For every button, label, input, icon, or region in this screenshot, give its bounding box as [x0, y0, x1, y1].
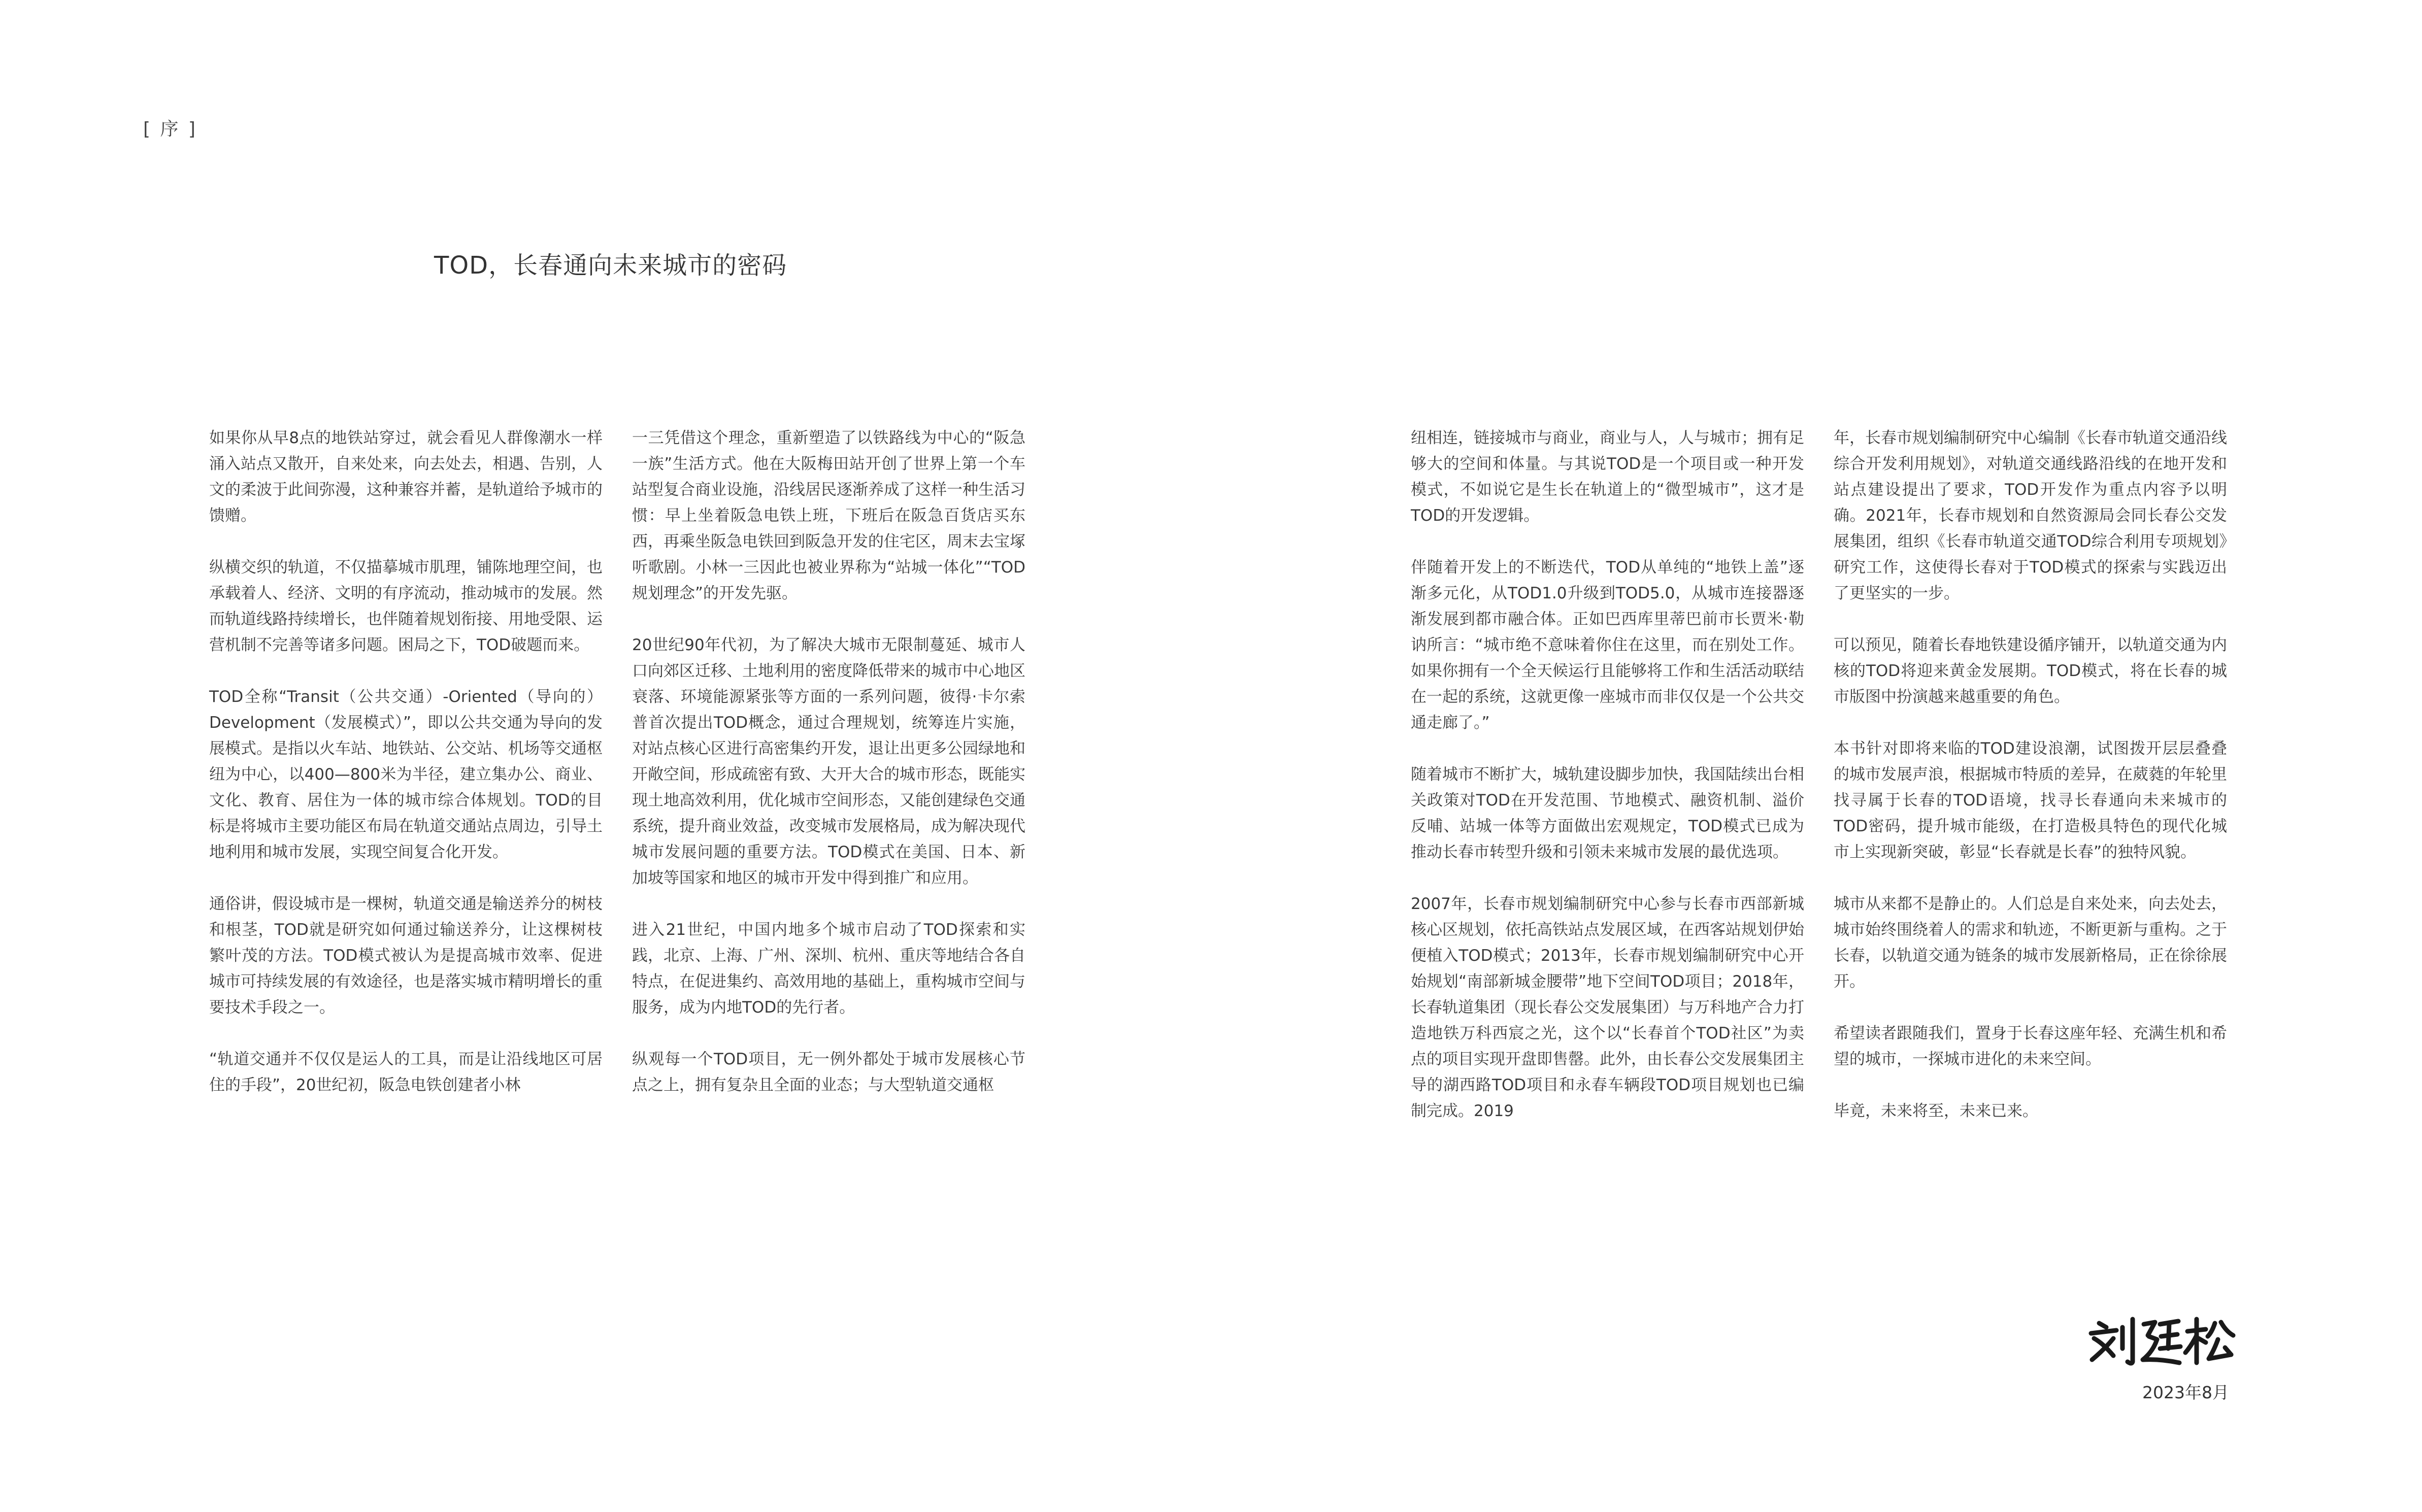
paragraph: 希望读者跟随我们，置身于长春这座年轻、充满生机和希望的城市，一探城市进化的未来空间。	[1834, 1024, 2227, 1068]
paragraph: “轨道交通并不仅仅是运人的工具，而是让沿线地区可居住的手段”，20世纪初，阪急电铁创建者小林	[209, 1050, 603, 1094]
text-column-1	[209, 425, 603, 1124]
paragraph: 一三凭借这个理念，重新塑造了以铁路线为中心的“阪急一族”生活方式。他在大阪梅田站开创了世界上第一个车站型复合商业设施，沿线居民逐渐养成了这样一种生活习惯：早上坐着阪急电铁上班，下班后在阪急百货店买东西，再乘坐阪急电铁回到阪急开发的住宅区，周末去宝塚听歌剧。小林一三因此也被业界称为“站城一体化”“TOD规划理念”的开发先驱。	[632, 429, 1025, 602]
page-title: TOD，长春通向未来城市的密码	[434, 251, 787, 280]
paragraph: 城市从来都不是静止的。人们总是自来处来，向去处去，城市始终围绕着人的需求和轨迹，不断更新与重构。之于长春，以轨道交通为链条的城市发展新格局，正在徐徐展开。	[1834, 895, 2227, 991]
section-tag: [ 序 ]	[143, 119, 197, 140]
paragraph: 本书针对即将来临的TOD建设浪潮，试图拨开层层叠叠的城市发展声浪，根据城市特质的差异，在葳蕤的年轮里找寻属于长春的TOD语境，找寻长春通向未来城市的TOD密码，提升城市能级，在打造极具特色的现代化城市上实现新突破，彰显“长春就是长春”的独特风貌。	[1834, 740, 2227, 861]
paragraph: 伴随着开发上的不断迭代，TOD从单纯的“地铁上盖”逐渐多元化，从TOD1.0升级到TOD5.0，从城市连接器逐渐发展到都市融合体。正如巴西库里蒂巴前市长贾米·勒讷所言：“城市绝不意味着你住在这里，而在别处工作。如果你拥有一个全天候运行且能够将工作和生活活动联结在一起的系统，这就更像一座城市而非仅仅是一个公共交通走廊了。”	[1411, 558, 1804, 732]
paragraph: 进入21世纪，中国内地多个城市启动了TOD探索和实践，北京、上海、广州、深圳、杭州、重庆等地结合各自特点，在促进集约、高效用地的基础上，重构城市空间与服务，成为内地TOD的先行者。	[632, 921, 1025, 1017]
paragraph: 纵横交织的轨道，不仅描摹城市肌理，铺陈地理空间，也承载着人、经济、文明的有序流动，推动城市的发展。然而轨道线路持续增长，也伴随着规划衔接、用地受限、运营机制不完善等诸多问题。困局之下，TOD破题而来。	[209, 558, 603, 654]
paragraph: 可以预见，随着长春地铁建设循序铺开，以轨道交通为内核的TOD将迎来黄金发展期。TOD模式，将在长春的城市版图中扮演越来越重要的角色。	[1834, 636, 2227, 706]
paragraph: 通俗讲，假设城市是一棵树，轨道交通是输送养分的树枝和根茎，TOD就是研究如何通过输送养分，让这棵树枝繁叶茂的方法。TOD模式被认为是提高城市效率、促进城市可持续发展的有效途径，也是落实城市精明增长的重要技术手段之一。	[209, 895, 603, 1017]
paragraph: 如果你从早8点的地铁站穿过，就会看见人群像潮水一样涌入站点又散开，自来处来，向去处去，相遇、告别，人文的柔波于此间弥漫，这种兼容并蓄，是轨道给予城市的馈赠。	[209, 429, 603, 525]
paragraph: 纵观每一个TOD项目，无一例外都处于城市发展核心节点之上，拥有复杂且全面的业态；与大型轨道交通枢	[632, 1050, 1025, 1094]
paragraph: 2007年，长春市规划编制研究中心参与长春市西部新城核心区规划，依托高铁站点发展区域，在西客站规划伊始便植入TOD模式；2013年，长春市规划编制研究中心开始规划“南部新城金腰带”地下空间TOD项目；2018年，长春轨道集团（现长春公交发展集团）与万科地产合力打造地铁万科西宸之光，这个以“长春首个TOD社区”为卖点的项目实现开盘即售罄。此外，由长春公交发展集团主导的湖西路TOD项目和永春车辆段TOD项目规划也已编制完成。2019	[1411, 895, 1804, 1120]
text-column-4	[1834, 425, 2227, 1150]
paragraph: 随着城市不断扩大，城轨建设脚步加快，我国陆续出台相关政策对TOD在开发范围、节地模式、融资机制、溢价反哺、站城一体等方面做出宏观规定，TOD模式已成为推动长春市转型升级和引领未来城市发展的最优选项。	[1411, 765, 1804, 861]
text-column-2	[632, 425, 1025, 1124]
paragraph: 20世纪90年代初，为了解决大城市无限制蔓延、城市人口向郊区迁移、土地利用的密度降低带来的城市中心地区衰落、环境能源紧张等方面的一系列问题，彼得·卡尔索普首次提出TOD概念，通过合理规划，统筹连片实施，对站点核心区进行高密集约开发，退让出更多公园绿地和开敞空间，形成疏密有致、大开大合的城市形态，既能实现土地高效利用，优化城市空间形态，又能创建绿色交通系统，提升商业效益，改变城市发展格局，成为解决现代城市发展问题的重要方法。TOD模式在美国、日本、新加坡等国家和地区的城市开发中得到推广和应用。	[632, 636, 1025, 887]
paragraph: 毕竟，未来将至，未来已来。	[1834, 1102, 2038, 1120]
paragraph: 纽相连，链接城市与商业，商业与人，人与城市；拥有足够大的空间和体量。与其说TOD是一个项目或一种开发模式，不如说它是生长在轨道上的“微型城市”，这才是TOD的开发逻辑。	[1411, 429, 1804, 525]
paragraph: 年，长春市规划编制研究中心编制《长春市轨道交通沿线综合开发利用规划》，对轨道交通线路沿线的在地开发和站点建设提出了要求，TOD开发作为重点内容予以明确。2021年，长春市规划和自然资源局会同长春公交发展集团，组织《长春市轨道交通TOD综合利用专项规划》研究工作，这使得长春对于TOD模式的探索与实践迈出了更坚实的一步。	[1834, 429, 2227, 602]
text-column-3	[1411, 425, 1804, 1150]
signature-date: 2023年8月	[2142, 1383, 2229, 1402]
paragraph: TOD全称“Transit（公共交通）-Oriented（导向的）Development（发展模式）”，即以公共交通为导向的发展模式。是指以火车站、地铁站、公交站、机场等交通枢纽为中心，以400—800米为半径，建立集办公、商业、文化、教育、居住为一体的城市综合体规划。TOD的目标是将城市主要功能区布局在轨道交通站点周边，引导土地利用和城市发展，实现空间复合化开发。	[209, 688, 603, 861]
handwritten-signature	[2084, 1312, 2236, 1368]
